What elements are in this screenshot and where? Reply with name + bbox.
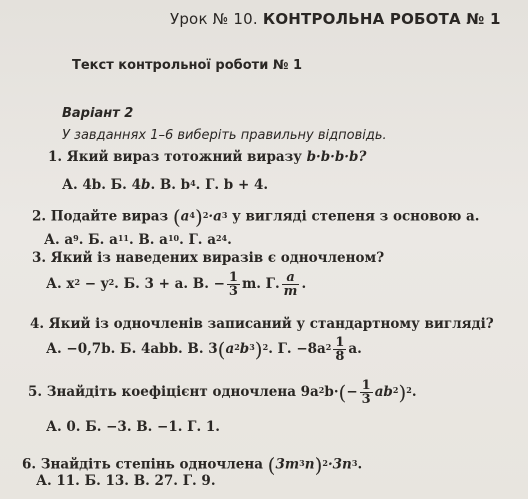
question-2: 2. Подайте вираз $(a^4)^2\cdot a^3$ у вигляді степеня з основою a.	[32, 205, 480, 229]
answers-4: А. −0,7b. Б. 4abb. В. $3(a^2b^3)^2$. Г. $-8a^2$ $\frac{1}{8}$ a.	[46, 335, 362, 364]
header-title: КОНТРОЛЬНА РОБОТА № 1	[262, 10, 501, 28]
answers-3: А. $x^2 - y^2$. Б. 3 + a. В. − $\frac{1}{3}$ m. Г. $\frac{a}{m}$ .	[46, 270, 307, 299]
question-5: 5. Знайдіть коефіцієнт одночлена $9a^2b\cdot(-$ $\frac{1}{3}$ $ab^2)^2$.	[28, 378, 417, 407]
answers-5: А. 0. Б. −3. В. −1. Г. 1.	[46, 419, 220, 435]
variant-label: Варіант 2	[62, 106, 134, 121]
subtitle: Текст контрольної роботи № 1	[72, 58, 303, 73]
header-lesson: Урок № 10.	[170, 10, 263, 28]
instructions: У завданнях 1–6 виберіть правильну відповідь.	[62, 128, 387, 143]
answers-1: А. 4b. Б. 4b. В. $b^4$. Г. b + 4.	[62, 177, 269, 193]
question-4: 4. Який із одночленів записаний у стандартному вигляді?	[30, 316, 494, 332]
question-3: 3. Який із наведених виразів є одночленом?	[32, 250, 385, 266]
answers-2: А. $a^9$. Б. $a^{11}$. В. $a^{10}$. Г. $a^{24}$.	[44, 232, 232, 248]
question-6: 6. Знайдіть степінь одночлена $(3m^3n)^2\cdot 3n^3$.	[22, 453, 363, 477]
question-1: 1. Який вираз тотожний виразу b·b·b·b?	[48, 149, 367, 165]
answers-6: А. 11. Б. 13. В. 27. Г. 9.	[36, 473, 216, 489]
page-header	[170, 10, 501, 28]
